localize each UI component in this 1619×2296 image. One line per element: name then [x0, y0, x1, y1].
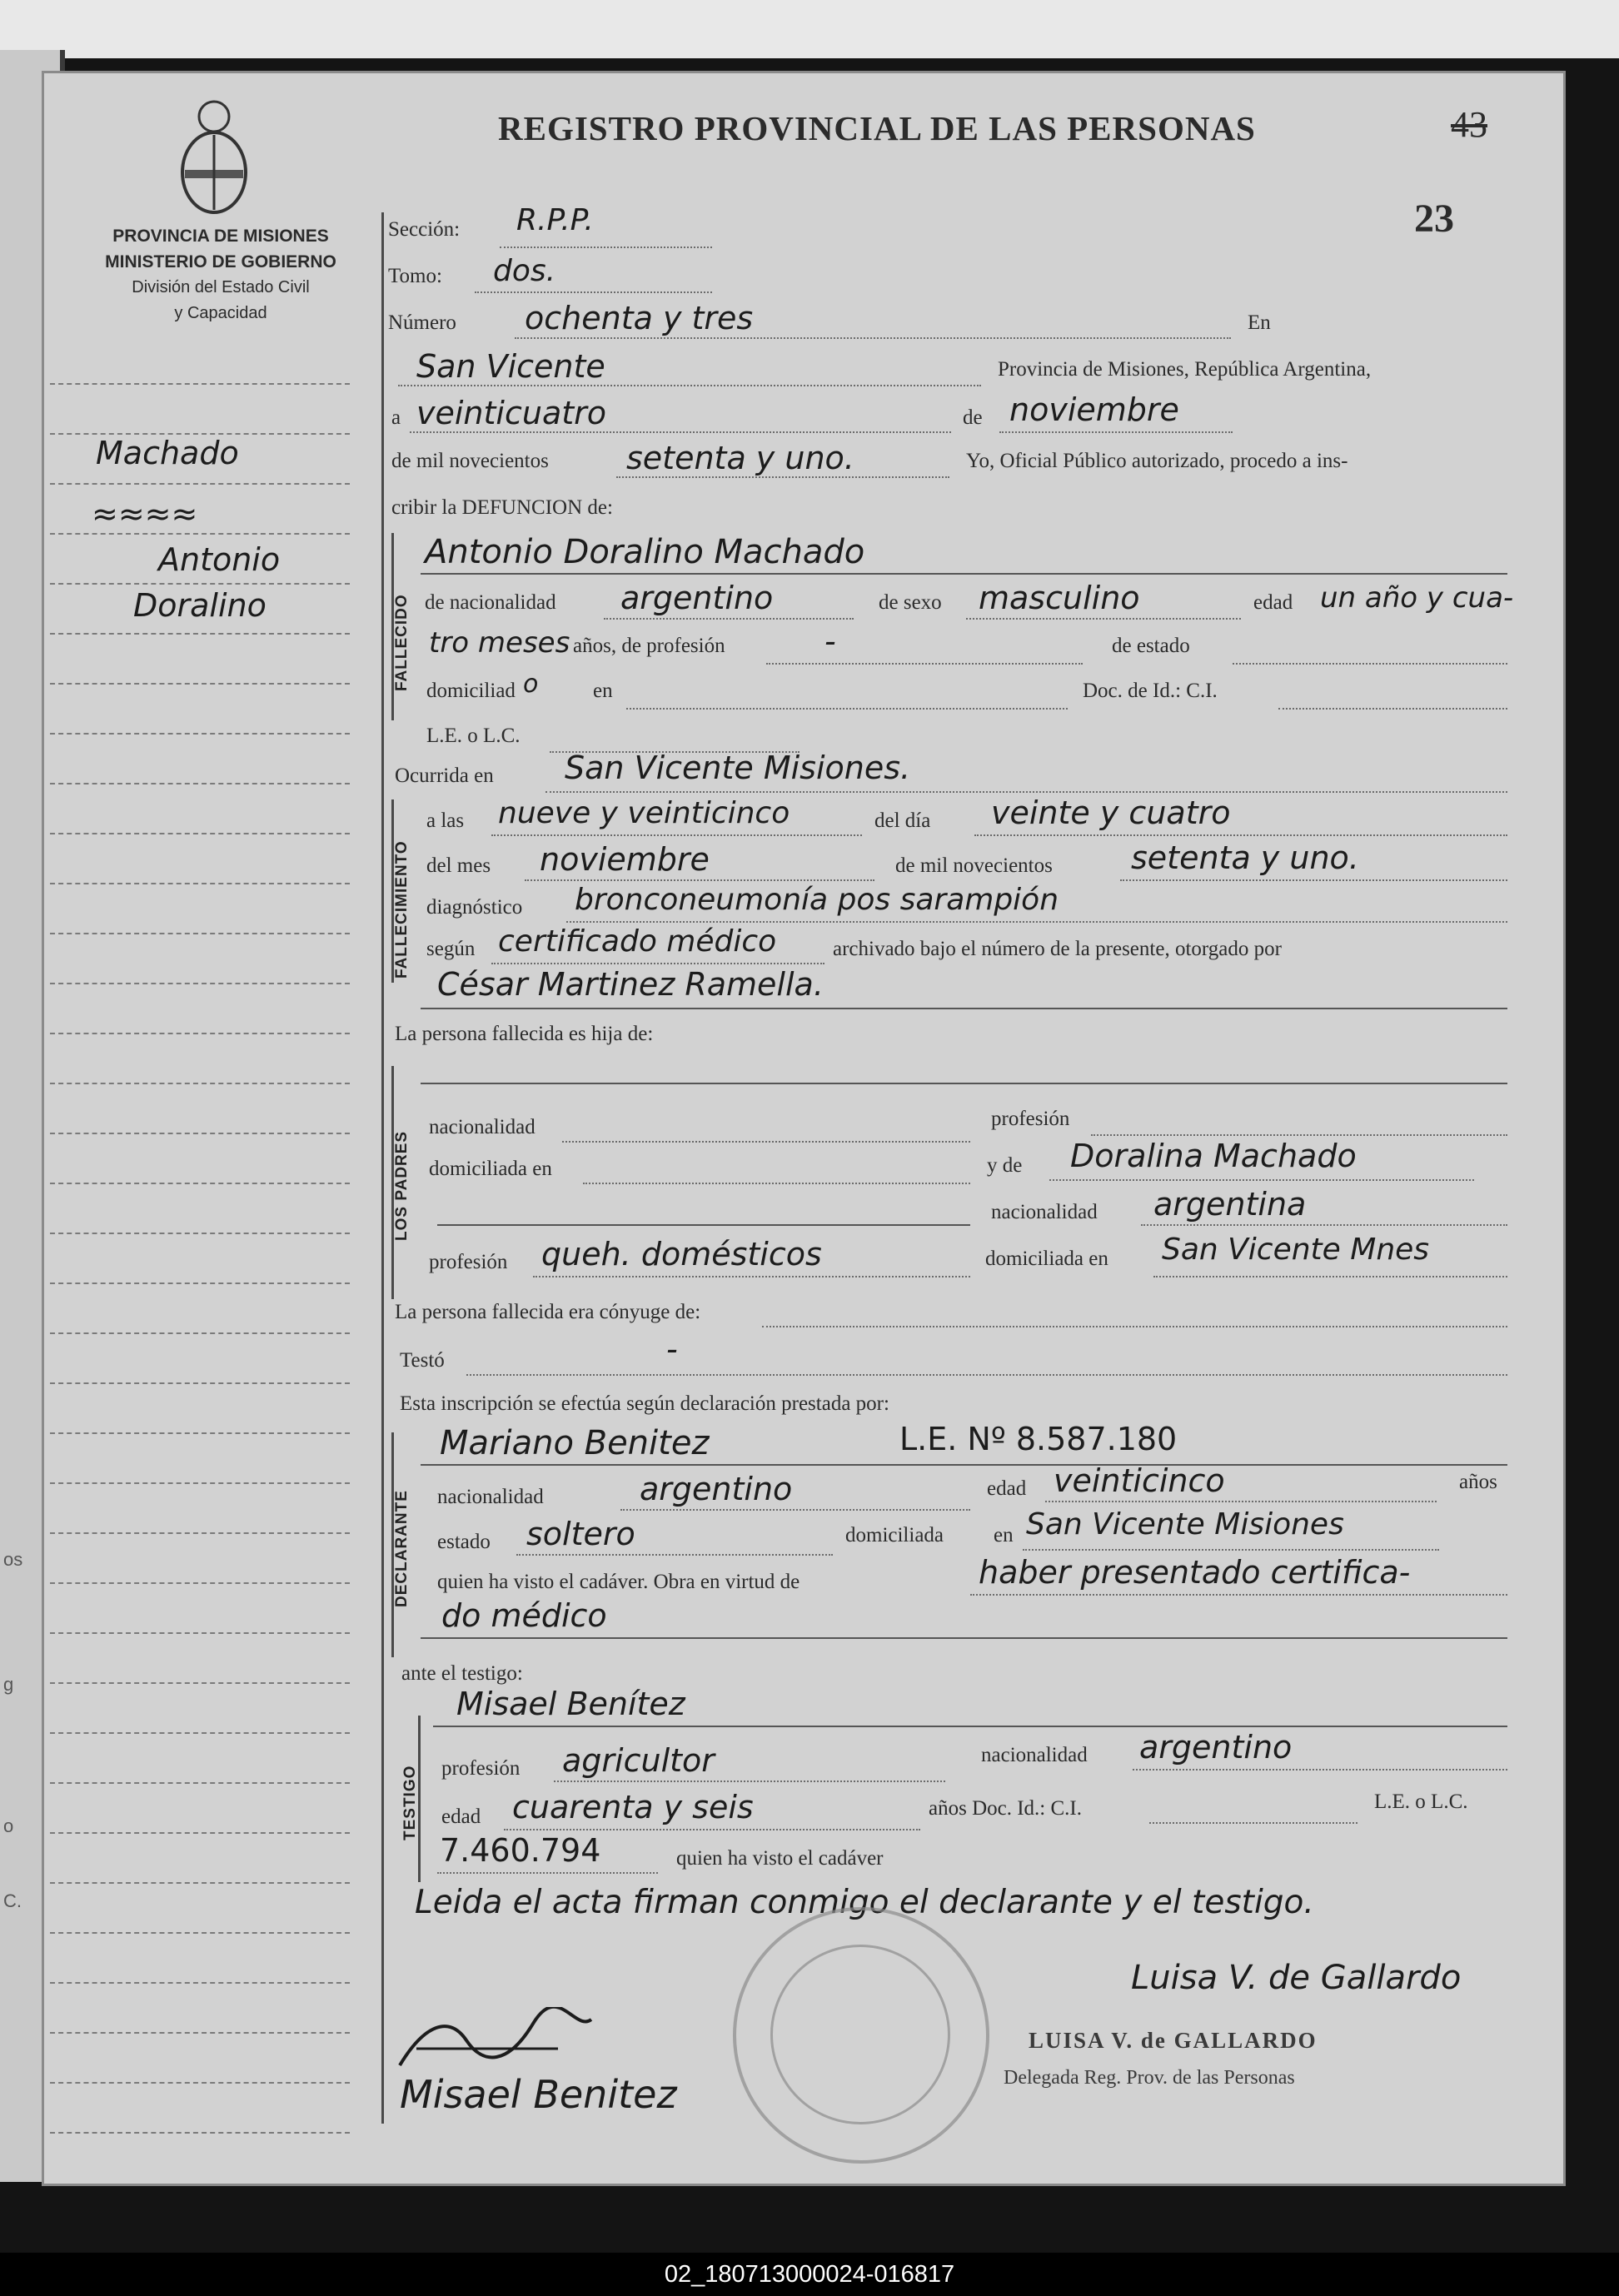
seccion-label: Sección:	[388, 218, 461, 241]
official-signature: Luisa V. de Gallardo	[1131, 1959, 1462, 1997]
edad-label: edad	[1253, 591, 1293, 614]
del-mes-label: del mes	[426, 854, 491, 877]
a-label: a	[391, 406, 401, 429]
official-stamp-inner-ring	[770, 1945, 950, 2124]
padres-side-label: LOS PADRES	[393, 1130, 411, 1241]
place-value: San Vicente	[416, 348, 605, 385]
de-mil-nov-label: de mil novecientos	[895, 854, 1053, 877]
nacionalidad-label: de nacionalidad	[425, 591, 556, 614]
diagnostico-value: bronconeumonía pos sarampión	[575, 883, 1059, 917]
column-divider	[381, 212, 384, 2124]
testigo-side-label: TESTIGO	[401, 1765, 419, 1840]
witness-name: Misael Benítez	[456, 1686, 685, 1722]
mother-nationality: argentina	[1153, 1186, 1307, 1223]
y-de-label: y de	[987, 1154, 1023, 1177]
obra-value-2: do médico	[441, 1597, 607, 1634]
hija-de-label: La persona fallecida es hija de:	[395, 1023, 654, 1045]
ante-testigo-label: ante el testigo:	[401, 1662, 523, 1685]
declarante-side-label: DECLARANTE	[393, 1490, 411, 1607]
image-id-footer: 02_180713000024-016817	[0, 2253, 1619, 2296]
witness-profesion-label: profesión	[441, 1757, 521, 1780]
quien-visto-label: quien ha visto el cadáver. Obra en virtud de	[437, 1571, 800, 1593]
oficial-label: Yo, Oficial Público autorizado, procedo a ins-	[966, 450, 1348, 472]
domiciliada-mother-label: domiciliada en	[985, 1248, 1108, 1270]
dia-value: veinte y cuatro	[991, 794, 1231, 831]
margin-middle-name: Doralino	[133, 587, 267, 624]
testo-label: Testó	[400, 1349, 445, 1372]
le-lc-label: L.E. o L.C.	[426, 725, 521, 747]
previous-page-edge: os g o C.	[0, 50, 65, 2182]
provincia-label: Provincia de Misiones, República Argentina,	[998, 358, 1372, 381]
mother-profession: queh. domésticos	[541, 1236, 822, 1273]
segun-label: según	[426, 938, 476, 960]
sex-value: masculino	[979, 580, 1140, 616]
declarant-domicile: San Vicente Misiones	[1026, 1507, 1344, 1541]
declarant-estado-label: estado	[437, 1531, 491, 1553]
conyuge-label: La persona fallecida era cónyuge de:	[395, 1301, 701, 1323]
month-value: noviembre	[1009, 391, 1179, 428]
witness-profession: agricultor	[562, 1742, 715, 1779]
declarant-domiciliada-label: domiciliada	[845, 1524, 944, 1546]
day-value: veinticuatro	[416, 395, 606, 431]
diagnostico-label: diagnóstico	[426, 896, 523, 919]
numero-label: Número	[388, 311, 456, 334]
quien-visto2-label: quien ha visto el cadáver	[676, 1847, 884, 1870]
witness-edad-label: edad	[441, 1805, 481, 1828]
witness-le-lc-label: L.E. o L.C.	[1374, 1790, 1468, 1813]
de-mil-label: de mil novecientos	[391, 450, 549, 472]
testo-value: -	[666, 1331, 678, 1367]
anos-label: años	[1459, 1471, 1497, 1493]
profesion-father-label: profesión	[991, 1108, 1070, 1130]
numero-value: ochenta y tres	[525, 300, 754, 336]
declarant-doc: L.E. Nº 8.587.180	[899, 1421, 1178, 1457]
cribir-label: cribir la DEFUNCION de:	[391, 496, 613, 519]
deceased-name: Antonio Doralino Machado	[425, 533, 865, 571]
witness-doc: 7.460.794	[440, 1832, 601, 1869]
estado-label: de estado	[1112, 635, 1190, 657]
declarant-age: veinticinco	[1054, 1462, 1225, 1499]
declarant-edad-label: edad	[987, 1477, 1027, 1500]
nacionalidad-mother-label: nacionalidad	[991, 1201, 1098, 1223]
tomo-label: Tomo:	[388, 265, 442, 287]
doc-id-label: Doc. de Id.: C.I.	[1083, 680, 1218, 702]
fallecido-side-label: FALLECIDO	[393, 594, 411, 691]
old-folio-number: 43	[1451, 104, 1487, 145]
nationality-value: argentino	[620, 580, 774, 616]
age-value-1: un año y cua-	[1320, 581, 1514, 615]
witness-nacionalidad-label: nacionalidad	[981, 1744, 1088, 1766]
declarant-status: soltero	[526, 1516, 635, 1552]
segun-value: certificado médico	[498, 924, 777, 959]
capacity-label: y Capacidad	[174, 304, 267, 322]
ocurrida-label: Ocurrida en	[395, 765, 494, 787]
mes-value: noviembre	[540, 841, 710, 878]
age-value-2: tro meses	[429, 626, 570, 660]
nacionalidad-father-label: nacionalidad	[429, 1116, 536, 1138]
top-strip	[0, 0, 1619, 58]
margin-name: Antonio	[158, 541, 281, 578]
declarant-en-label: en	[994, 1524, 1014, 1546]
witness-signature: Misael Benitez	[400, 2072, 677, 2117]
inscripcion-label: Esta inscripción se efectúa según declaración prestada por:	[400, 1392, 889, 1415]
anos-profesion-label: años, de profesión	[573, 635, 725, 657]
ocurrida-value: San Vicente Misiones.	[565, 750, 911, 786]
official-name: LUISA V. de GALLARDO	[1029, 2028, 1318, 2053]
domiciliad-label: domiciliad	[426, 680, 516, 702]
coat-of-arms-icon	[177, 93, 252, 218]
ministry-label: MINISTERIO DE GOBIERNO	[105, 252, 336, 271]
fallecimiento-side-label: FALLECIMIENTO	[393, 840, 411, 979]
page-title: REGISTRO PROVINCIAL DE LAS PERSONAS	[498, 109, 1256, 147]
official-title: Delegada Reg. Prov. de las Personas	[1004, 2067, 1295, 2089]
seccion-value: R.P.P.	[516, 203, 594, 237]
division-label: División del Estado Civil	[132, 278, 310, 296]
declarant-nationality: argentino	[640, 1471, 793, 1507]
folio-number: 23	[1414, 197, 1454, 241]
domiciliada-father-label: domiciliada en	[429, 1158, 552, 1180]
year-value: setenta y uno.	[626, 440, 854, 476]
domicile-value: o	[523, 670, 539, 699]
profession-value: -	[824, 623, 836, 660]
declarant-nacionalidad-label: nacionalidad	[437, 1486, 544, 1508]
anos-doc-label: años Doc. Id.: C.I.	[929, 1797, 1082, 1820]
en2-label: en	[593, 680, 613, 702]
mother-name: Doralina Machado	[1070, 1138, 1357, 1174]
del-dia-label: del día	[874, 809, 931, 832]
declarant-name: Mariano Benitez	[440, 1424, 710, 1462]
en-label: En	[1248, 311, 1271, 334]
tomo-value: dos.	[493, 254, 556, 288]
witness-age: cuarenta y seis	[512, 1789, 754, 1825]
otorgado-value: César Martinez Ramella.	[437, 966, 824, 1003]
declarant-signature	[391, 2007, 600, 2082]
hour-value: nueve y veinticinco	[498, 796, 790, 830]
anio-value: setenta y uno.	[1131, 839, 1359, 876]
profesion-mother-label: profesión	[429, 1251, 508, 1273]
sexo-label: de sexo	[879, 591, 942, 614]
mother-domicile: San Vicente Mnes	[1162, 1233, 1430, 1267]
archivado-label: archivado bajo el número de la presente, otorgado por	[833, 938, 1282, 960]
margin-surname: Machado	[96, 435, 239, 471]
a-las-label: a las	[426, 809, 465, 832]
de-label: de	[963, 406, 983, 429]
closing-text: Leida el acta firman conmigo el declarante y el testigo.	[415, 1884, 1314, 1921]
province-label: PROVINCIA DE MISIONES	[112, 227, 329, 246]
obra-value-1: haber presentado certifica-	[979, 1554, 1411, 1591]
witness-nationality: argentino	[1139, 1729, 1293, 1766]
